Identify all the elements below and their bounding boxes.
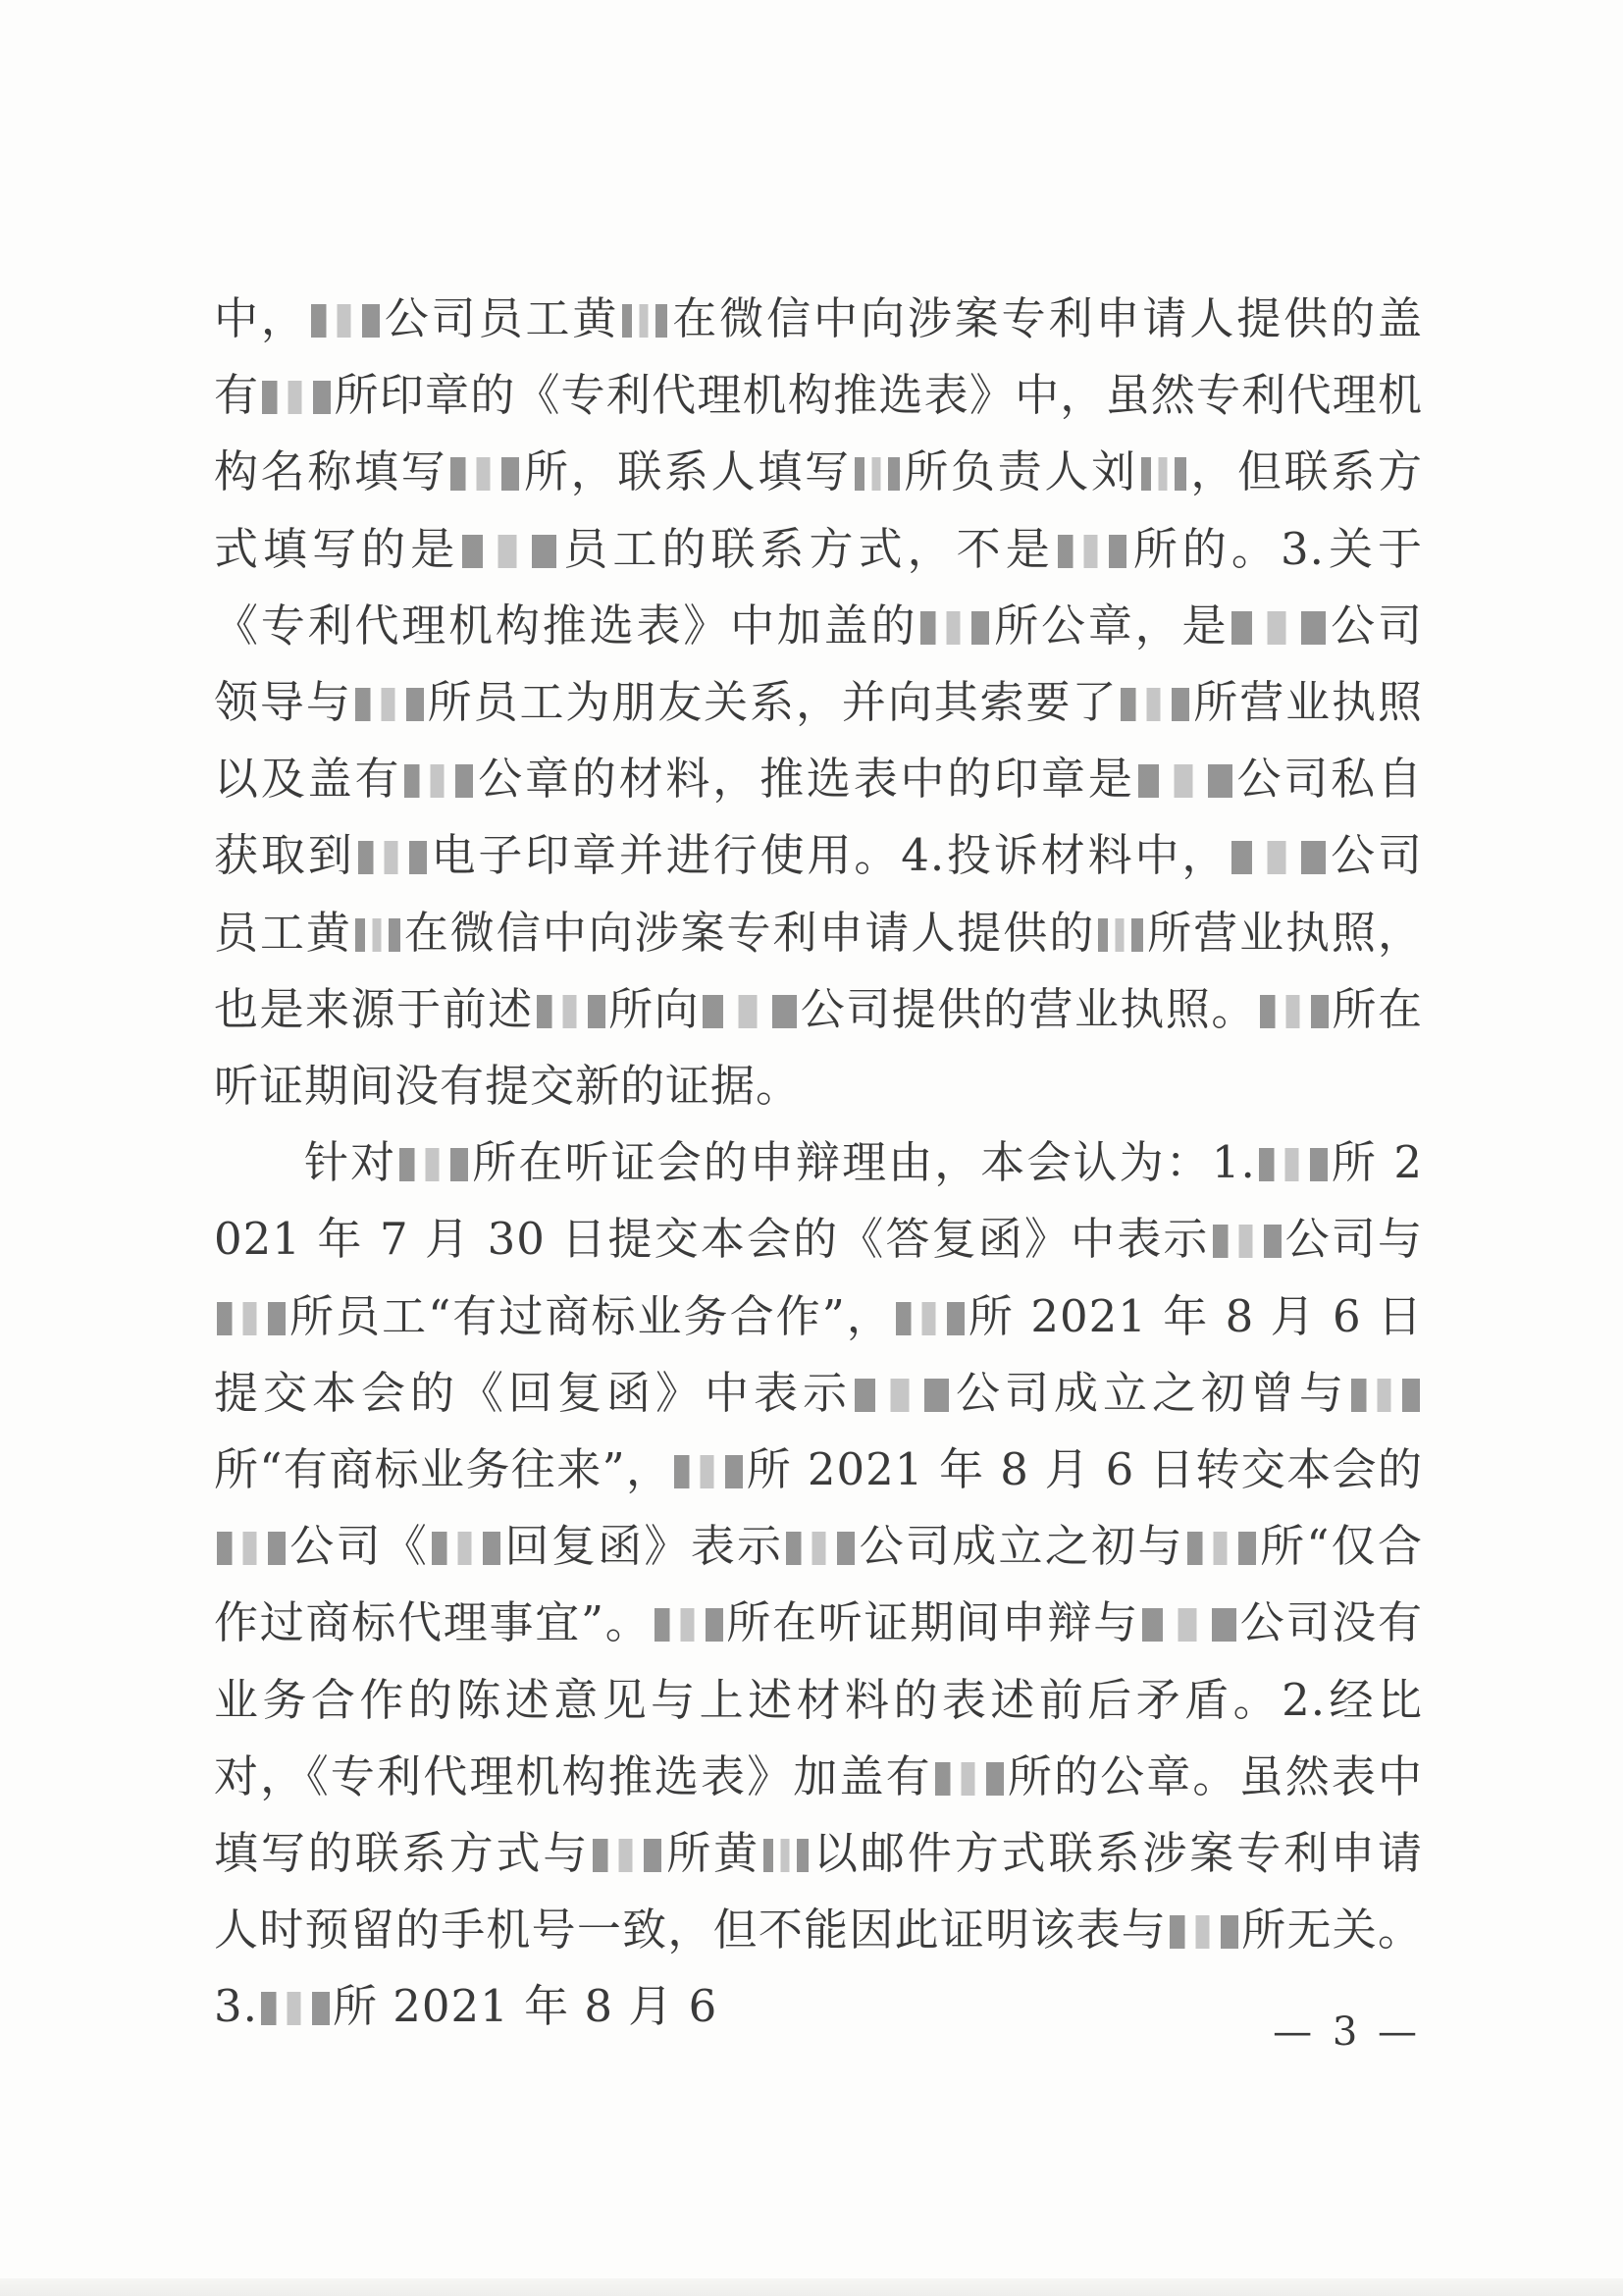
redaction-mark (432, 1532, 500, 1565)
redaction-mark (1231, 611, 1326, 645)
redaction-mark (1138, 764, 1232, 798)
redaction-mark (1259, 1148, 1328, 1181)
redaction-mark (786, 1532, 855, 1565)
redaction-mark (763, 1839, 809, 1872)
redaction-mark (1121, 688, 1189, 721)
redaction-mark (593, 1839, 661, 1872)
paragraph-2: 针对 所在听证会的申辩理由，本会认为：1. 所 2021 年 7 月 30 日提交本会的《答复函》中表示 公司与所员工“有过商标业务合作”， 所 2021 年 8 月 6 日提交本会的《回复函》中表示 公司成立之初曾与所“有商标业务往来”， 所 2021 年 8 月 6 日转交本会的公司《 回复函》表示 公司成立之初与 所“仅合作过商标代理事宜”。 所在听证期间申辩与 公司没有业务合作的陈述意见与上述材料的表述前后矛盾。2.经比对，《专利代理机构推选表》加盖有 所的公章。虽然表中填写的联系方式与 所黄 以邮件方式联系涉案专利申请人时预留的手机号一致，但不能因此证明该表与 所无关。3. 所 2021 年 8 月 6 (214, 1136, 1424, 2033)
redaction-mark (1351, 1379, 1420, 1412)
redaction-mark (1142, 1608, 1236, 1642)
redaction-mark (462, 535, 556, 568)
redaction-mark (1058, 535, 1126, 568)
redaction-mark (1187, 1532, 1256, 1565)
redaction-mark (1260, 995, 1329, 1028)
redaction-mark (355, 688, 424, 721)
redaction-mark (935, 1762, 1004, 1796)
redaction-mark (262, 381, 331, 414)
redaction-mark (855, 1379, 949, 1412)
redaction-mark (703, 995, 797, 1028)
redaction-mark (450, 457, 519, 491)
redaction-mark (311, 304, 380, 338)
redaction-mark (622, 304, 667, 338)
document-body (214, 281, 1423, 2046)
redaction-mark (1213, 1225, 1282, 1258)
page-bottom-edge (0, 2278, 1623, 2296)
redaction-mark (358, 841, 427, 874)
redaction-mark (217, 1302, 286, 1335)
redaction-mark (896, 1302, 965, 1335)
redaction-mark (674, 1455, 743, 1488)
redaction-mark (404, 764, 473, 798)
redaction-mark (1231, 841, 1326, 874)
redaction-mark (654, 1608, 723, 1642)
paragraph-1: 中， 公司员工黄 在微信中向涉案专利申请人提供的盖有 所印章的《专利代理机构推选表》中，虽然专利代理机构名称填写 所，联系人填写 所负责人刘 ，但联系方式填写的是 员工的联系方式，不是 所的。3.关于《专利代理机构推选表》中加盖的 所公章，是 公司领导与 所员工为朋友关系，并向其索要了 所营业执照以及盖有 公章的材料，推选表中的印章是 公司私自获取到 电子印章并进行使用。4.投诉材料中， 公司员工黄 在微信中向涉案专利申请人提供的 所营业执照，也是来源于前述 所向 公司提供的营业执照。 所在听证期间没有提交新的证据。 (214, 292, 1423, 1113)
redaction-mark (217, 1532, 286, 1565)
redaction-mark (399, 1148, 468, 1181)
redaction-mark (355, 918, 400, 952)
redaction-mark (920, 611, 989, 645)
page-number: — 3 — (1273, 2009, 1421, 2055)
redaction-mark (1170, 1915, 1238, 1949)
redaction-mark (1098, 918, 1143, 952)
redaction-mark (855, 457, 900, 491)
redaction-mark (537, 995, 605, 1028)
redaction-mark (261, 1992, 330, 2025)
redaction-mark (1141, 457, 1186, 491)
